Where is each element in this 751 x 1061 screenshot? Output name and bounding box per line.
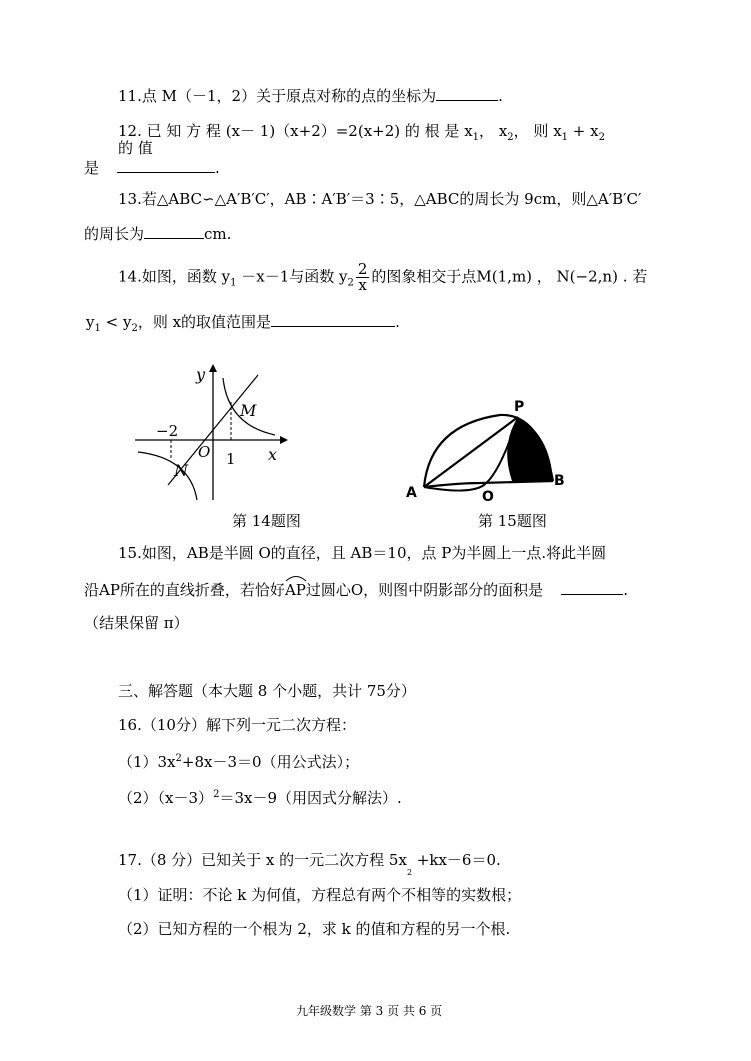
- fig14-m-label: M: [240, 401, 257, 420]
- fraction-2-over-x: $\frac{2}{x}$: [357, 260, 368, 294]
- q12-de: 的 值: [118, 139, 153, 157]
- q17-part1: （1）证明：不论 k 为何值，方程总有两个不相等的实数根；: [118, 886, 522, 904]
- q16-part1: $(1)3x^2+8x-3=0$（用公式法）；: [118, 753, 360, 771]
- fig14-n-label: N: [174, 461, 188, 480]
- figure-15-semicircle: [400, 395, 580, 505]
- figure-15-caption: 第 15题图: [478, 512, 547, 530]
- q16-part2: $(2)(x-3)^2=3x-9$（用因式分解法）.: [118, 789, 402, 807]
- figure-14-caption: 第 14题图: [232, 512, 301, 530]
- question-15: 15.如图，AB是半圆 O的直径，且 AB＝10，点 P为半圆上一点.将此半圆: [118, 544, 607, 562]
- question-17: 17.（8 分）已知关于 x 的一元二次方程 $5x_2 +kx-6=0$.: [118, 851, 501, 877]
- q11-answer-blank: [436, 84, 498, 101]
- q14-answer-blank: [271, 310, 395, 327]
- q11-text: 11.点 M（－1，2）关于原点对称的点的坐标为: [118, 87, 437, 105]
- fig15-a-label: A: [406, 485, 417, 501]
- page-footer: 九年级数学 第 3 页 共 6 页: [296, 1004, 443, 1018]
- fig14-one-label: 1: [226, 450, 236, 468]
- fig14-y-label: y: [196, 365, 206, 384]
- fig14-o-label: O: [198, 443, 211, 461]
- question-13: 13.若△ABC∽△A′B′C′，AB∶A′B′＝3∶5，△ABC的周长为 9cm，则△A′B′C′: [118, 190, 642, 208]
- q12-line2: 是 .: [84, 156, 220, 179]
- q14-line2: $y_1 < y_2$，则 x的取值范围是 .: [86, 310, 400, 340]
- question-11: 11.点 M（－1，2）关于原点对称的点的坐标为 .: [118, 84, 503, 107]
- q13-answer-blank: [144, 222, 204, 239]
- question-12: 12. 已 知 方 程 (x－ 1)（x+2）=2(x+2) 的 根 是 $x_1$， $x_2$， 则 $x_1 + x_2$: [118, 122, 605, 143]
- section-3-title: 三、解答题（本大题 8 个小题，共计 75分）: [118, 682, 416, 700]
- q15-line3: （结果保留 π）: [84, 614, 189, 632]
- q15-line2: 沿AP所在的直线折叠，若恰好 AP过圆心O，则图中阴影部分的面积是 .: [84, 578, 628, 601]
- q15-answer-blank: [561, 578, 623, 595]
- q12-answer-blank: [117, 156, 215, 173]
- question-16: 16.（10分）解下列一元二次方程：: [118, 716, 356, 734]
- arc-ap: AP: [285, 579, 306, 601]
- fig15-o-label: O: [482, 489, 494, 505]
- fig14-x-label: x: [268, 445, 278, 464]
- q13-line2: 的周长为 cm.: [84, 222, 231, 245]
- q17-part2: （2）已知方程的一个根为 2，求 k 的值和方程的另一个根.: [118, 920, 511, 938]
- fig15-p-label: P: [514, 399, 525, 415]
- fig15-b-label: B: [554, 473, 565, 489]
- question-14: 14.如图，函数 $y_1 -x-1$与函数 $y_2$ $\frac{2}{x}$ 的图象相交于点M(1,m) ， N(−2,n) . 若: [118, 260, 648, 294]
- fig14-minus2-label: −2: [156, 422, 179, 440]
- figure-14-graph: [130, 360, 300, 510]
